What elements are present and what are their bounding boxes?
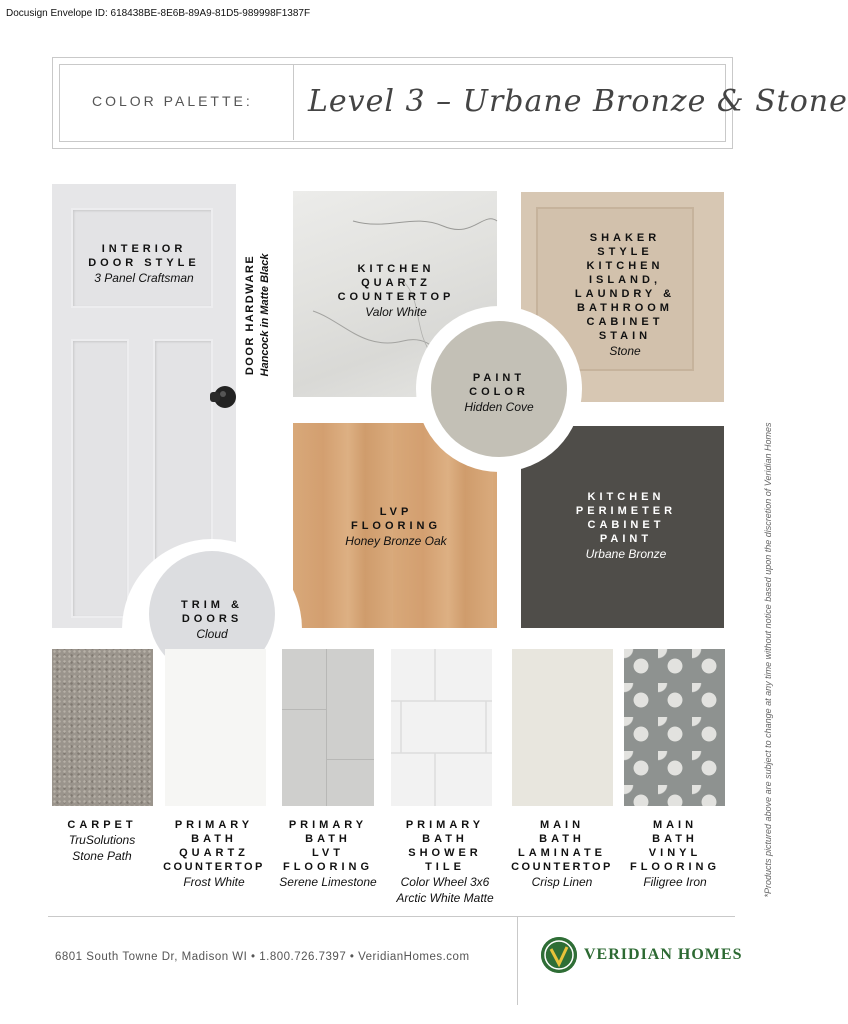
door-label-line: INTERIOR (101, 243, 187, 255)
swatch-title: PRIMARY (288, 819, 368, 831)
swatch-title: COUNTERTOP (511, 861, 613, 873)
swatch-title: CARPET (67, 819, 137, 831)
swatch-label-linen (502, 818, 622, 890)
cabinet-label-line: STAIN (598, 330, 652, 342)
swatch-title: QUARTZ (179, 847, 249, 859)
perimeter-value: Urbane Bronze (585, 547, 667, 561)
swatch-title: MAIN (652, 819, 698, 831)
door-left-panel (71, 339, 129, 618)
trim-value: Cloud (196, 627, 228, 641)
swatch-title: LVT (312, 847, 344, 859)
swatch-title: FLOORING (282, 861, 374, 873)
trim-label (152, 598, 272, 642)
veridian-logo-icon (541, 937, 577, 973)
carpet-swatch (52, 649, 153, 806)
brand-name: VERIDIAN HOMES (584, 946, 743, 963)
plank-seam (326, 649, 327, 806)
envelope-id: Docusign Envelope ID: 618438BE-8E6B-89A9-81D5-989998F1387F (6, 8, 311, 19)
frost-white-swatch (165, 649, 266, 806)
trim-label-line: DOORS (181, 613, 243, 625)
swatch-value: Serene Limestone (279, 875, 377, 889)
paint-label-line: COLOR (469, 386, 529, 398)
swatch-value: Frost White (183, 875, 245, 889)
swatch-label-limestone (272, 818, 384, 890)
swatch-title: BATH (305, 833, 351, 845)
swatch-title: BATH (191, 833, 237, 845)
trim-label-line: TRIM & (181, 599, 243, 611)
door-label-line: DOOR STYLE (88, 257, 200, 269)
swatch-title: FLOORING (629, 861, 721, 873)
cabinet-label-line: BATHROOM (577, 302, 673, 314)
perimeter-label-line: PAINT (599, 533, 653, 545)
quartz-label-line: KITCHEN (357, 263, 435, 275)
cabinet-label-line: STYLE (597, 246, 653, 258)
swatch-value: TruSolutions (68, 833, 136, 847)
cabinet-label-line: ISLAND, (589, 274, 661, 286)
hardware-label (243, 215, 277, 415)
quartz-value: Valor White (365, 305, 427, 319)
palette-label: COLOR PALETTE: (92, 93, 253, 109)
hardware-value: Hancock in Matte Black (259, 253, 271, 377)
lvp-value: Honey Bronze Oak (345, 534, 447, 548)
lvp-label (326, 505, 466, 549)
cabinet-label-line: CABINET (586, 316, 664, 328)
palette-title: Level 3 – Urbane Bronze & Stone (308, 84, 848, 119)
cabinet-label-line: SHAKER (589, 232, 661, 244)
disclaimer-note: *Products pictured above are subject to change at any time without notice based upon the discretion of Veridian Homes (763, 422, 773, 898)
swatch-label-filigree (620, 818, 730, 890)
door-knob-icon (208, 384, 238, 410)
lvp-label-line: LVP (379, 506, 413, 518)
quartz-label-line: QUARTZ (361, 277, 431, 289)
limestone-swatch (282, 649, 374, 806)
swatch-value: Stone Path (72, 849, 132, 863)
swatch-value: Color Wheel 3x6 (400, 875, 490, 889)
cabinet-stain-label (560, 231, 690, 359)
swatch-title: VINYL (648, 847, 702, 859)
footer-vertical-divider (517, 917, 518, 1005)
swatch-title: MAIN (539, 819, 585, 831)
door-label (74, 242, 214, 286)
lvp-label-line: FLOORING (350, 520, 442, 532)
swatch-value: Crisp Linen (531, 875, 593, 889)
swatch-title: COUNTERTOP (163, 861, 265, 873)
door-value: 3 Panel Craftsman (94, 271, 194, 285)
header-divider (293, 64, 294, 140)
perimeter-label-line: CABINET (587, 519, 665, 531)
paint-label-line: PAINT (472, 372, 526, 384)
swatch-title: TILE (425, 861, 465, 873)
swatch-value: Filigree Iron (643, 875, 707, 889)
hardware-title: DOOR HARDWARE (244, 254, 256, 376)
swatch-title: SHOWER (408, 847, 482, 859)
footer-divider (48, 916, 735, 917)
perimeter-label (556, 490, 696, 562)
paint-value: Hidden Cove (464, 400, 534, 414)
cabinet-label-line: KITCHEN (586, 260, 664, 272)
swatch-label-frost (156, 818, 272, 890)
quartz-label (326, 262, 466, 320)
swatch-label-tile (386, 818, 504, 906)
swatch-title: BATH (539, 833, 585, 845)
filigree-swatch (624, 649, 725, 806)
swatch-title: PRIMARY (174, 819, 254, 831)
quartz-label-line: COUNTERTOP (337, 291, 455, 303)
perimeter-label-line: PERIMETER (575, 505, 677, 517)
cabinet-stain-value: Stone (609, 344, 641, 358)
linen-swatch (512, 649, 613, 806)
swatch-title: BATH (652, 833, 698, 845)
swatch-value: Arctic White Matte (396, 891, 494, 905)
tile-grout (391, 649, 492, 806)
swatch-label-carpet (46, 818, 158, 864)
cabinet-label-line: LAUNDRY & (574, 288, 676, 300)
perimeter-label-line: KITCHEN (587, 491, 665, 503)
plank-seam (282, 709, 326, 710)
subway-tile-swatch (391, 649, 492, 806)
swatch-title: PRIMARY (405, 819, 485, 831)
swatch-title: BATH (422, 833, 468, 845)
plank-seam (327, 759, 374, 760)
paint-label (437, 371, 561, 415)
swatch-title: LAMINATE (517, 847, 606, 859)
footer-contact: 6801 South Towne Dr, Madison WI • 1.800.726.7397 • VeridianHomes.com (55, 951, 470, 963)
